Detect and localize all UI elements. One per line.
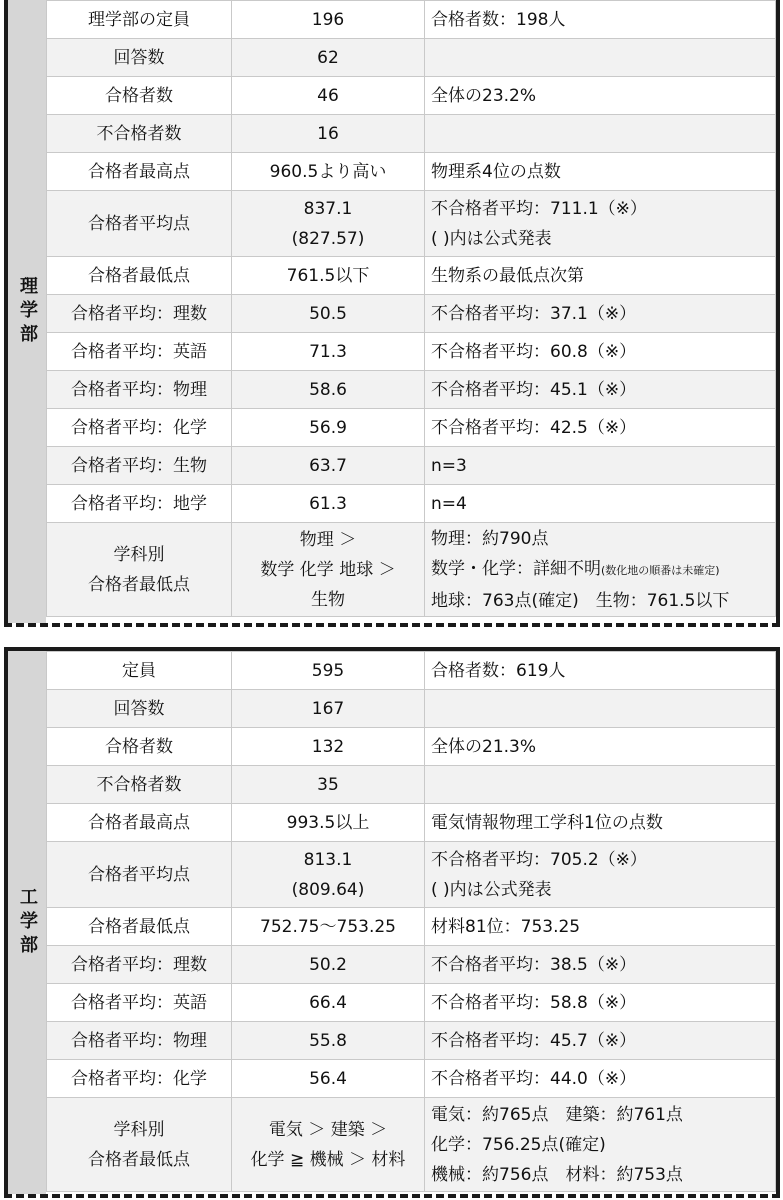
note-text: 不合格者平均：38.5（※）	[431, 954, 637, 975]
value-text: 生物	[311, 589, 345, 610]
value-text: 55.8	[309, 1030, 347, 1051]
row-label: 回答数	[113, 698, 165, 719]
row-label: 合格者平均：物理	[71, 1030, 207, 1051]
table-row	[47, 984, 776, 1022]
row-label: 合格者平均：生物	[71, 455, 207, 476]
note-text: 不合格者平均：37.1（※）	[431, 303, 637, 324]
note-cell	[425, 1098, 776, 1192]
note-cell	[425, 908, 776, 946]
note-text: 化学：756.25点(確定)	[431, 1134, 606, 1155]
row-label-cell	[47, 191, 232, 257]
section-title: 理学部	[17, 275, 38, 348]
table-row	[47, 371, 776, 409]
table-row	[47, 1, 776, 39]
note-text: n=3	[431, 455, 467, 476]
value-text: 761.5以下	[286, 265, 370, 286]
row-label-cell	[47, 333, 232, 371]
value-cell	[232, 371, 425, 409]
row-label: 合格者平均：英語	[71, 341, 207, 362]
note-cell	[425, 1, 776, 39]
value-cell	[232, 115, 425, 153]
note-cell	[425, 447, 776, 485]
value-cell	[232, 257, 425, 295]
value-text: 62	[317, 47, 339, 68]
row-label: 合格者平均：化学	[71, 1068, 207, 1089]
row-label-cell	[47, 1098, 232, 1192]
note-cell	[425, 295, 776, 333]
value-text: 電気 ＞ 建築 ＞	[268, 1119, 388, 1140]
value-text: 66.4	[309, 992, 347, 1013]
table-row	[47, 77, 776, 115]
value-text: 993.5以上	[286, 812, 370, 833]
table-row	[47, 523, 776, 617]
note-cell	[425, 1022, 776, 1060]
value-cell	[232, 295, 425, 333]
table-row	[47, 842, 776, 908]
table-row	[47, 153, 776, 191]
note-text: 合格者数：198人	[431, 9, 566, 30]
note-text: 物理系4位の点数	[431, 161, 561, 182]
note-cell	[425, 77, 776, 115]
value-cell	[232, 485, 425, 523]
value-text: 71.3	[309, 341, 347, 362]
note-text: 地球：763点(確定) 生物：761.5以下	[431, 590, 730, 611]
note-cell	[425, 409, 776, 447]
value-cell	[232, 77, 425, 115]
engineering-section	[4, 647, 780, 1198]
value-cell	[232, 1, 425, 39]
note-text: ( )内は公式発表	[431, 879, 552, 900]
value-text: 132	[311, 736, 345, 757]
table-row	[47, 333, 776, 371]
row-label-cell	[47, 984, 232, 1022]
value-text: (827.57)	[291, 228, 365, 249]
note-text: 不合格者平均：42.5（※）	[431, 417, 637, 438]
row-label: 合格者平均点	[88, 864, 190, 885]
row-label: 合格者最高点	[88, 161, 190, 182]
value-cell	[232, 842, 425, 908]
note-text: 不合格者平均：44.0（※）	[431, 1068, 637, 1089]
note-text: 不合格者平均：45.7（※）	[431, 1030, 637, 1051]
table-row	[47, 257, 776, 295]
row-label-cell	[47, 257, 232, 295]
note-text: 電気：約765点 建築：約761点	[431, 1104, 683, 1125]
value-text: 46	[317, 85, 339, 106]
row-label-cell	[47, 447, 232, 485]
value-cell	[232, 690, 425, 728]
table-row	[47, 39, 776, 77]
note-text: 不合格者平均：58.8（※）	[431, 992, 637, 1013]
note-text: n=4	[431, 493, 467, 514]
value-cell	[232, 447, 425, 485]
row-label-cell	[47, 908, 232, 946]
note-text: 不合格者平均：45.1（※）	[431, 379, 637, 400]
value-cell	[232, 652, 425, 690]
note-cell	[425, 1060, 776, 1098]
value-cell	[232, 728, 425, 766]
value-text: 196	[311, 9, 345, 30]
row-label: 合格者最低点	[88, 265, 190, 286]
row-label: 合格者平均：地学	[71, 493, 207, 514]
value-text: 58.6	[309, 379, 347, 400]
row-label: 合格者平均：理数	[71, 954, 207, 975]
row-label-cell	[47, 1, 232, 39]
value-cell	[232, 984, 425, 1022]
note-text: 全体の21.3%	[431, 736, 537, 757]
value-text: 56.9	[309, 417, 347, 438]
value-cell	[232, 766, 425, 804]
table-row	[47, 1022, 776, 1060]
note-text: 物理：約790点	[431, 528, 549, 549]
table-row	[47, 804, 776, 842]
table-row	[47, 295, 776, 333]
value-text: 50.5	[309, 303, 347, 324]
value-text: 50.2	[309, 954, 347, 975]
table-row	[47, 409, 776, 447]
row-label-cell	[47, 409, 232, 447]
value-cell	[232, 153, 425, 191]
row-label: 理学部の定員	[88, 9, 190, 30]
row-label-cell	[47, 39, 232, 77]
note-cell	[425, 842, 776, 908]
table-row	[47, 485, 776, 523]
value-text: 595	[311, 660, 345, 681]
engineering-table	[46, 651, 776, 1192]
row-label: 回答数	[113, 47, 165, 68]
table-row	[47, 766, 776, 804]
value-text: 167	[311, 698, 345, 719]
note-text: 不合格者平均：711.1（※）	[431, 198, 647, 219]
note-text: 全体の23.2%	[431, 85, 537, 106]
row-label-cell	[47, 1060, 232, 1098]
table-row	[47, 946, 776, 984]
note-cell	[425, 652, 776, 690]
value-cell	[232, 804, 425, 842]
note-text: ( )内は公式発表	[431, 228, 552, 249]
note-text: 電気情報物理工学科1位の点数	[431, 812, 663, 833]
row-label: 不合格者数	[96, 774, 182, 795]
note-cell	[425, 485, 776, 523]
row-label: 学科別	[113, 544, 165, 565]
value-text: 61.3	[309, 493, 347, 514]
row-label-cell	[47, 115, 232, 153]
value-text: 960.5より高い	[269, 161, 387, 182]
value-cell	[232, 908, 425, 946]
row-label-cell	[47, 804, 232, 842]
note-cell	[425, 153, 776, 191]
table-row	[47, 1098, 776, 1192]
row-label: 合格者平均点	[88, 213, 190, 234]
row-label-cell	[47, 652, 232, 690]
table-row	[47, 115, 776, 153]
row-label-cell	[47, 371, 232, 409]
row-label-cell	[47, 153, 232, 191]
note-cell	[425, 766, 776, 804]
table-row	[47, 728, 776, 766]
row-label: 合格者最低点	[88, 1149, 190, 1170]
section-side-label	[8, 0, 46, 623]
value-text: 化学 ≧ 機械 ＞ 材料	[250, 1149, 406, 1170]
note-cell	[425, 257, 776, 295]
table-row	[47, 652, 776, 690]
note-cell	[425, 39, 776, 77]
row-label-cell	[47, 485, 232, 523]
note-text: 不合格者平均：705.2（※）	[431, 849, 647, 870]
value-text: 813.1	[303, 849, 353, 870]
row-label: 学科別	[113, 1119, 165, 1140]
value-cell	[232, 946, 425, 984]
note-cell	[425, 804, 776, 842]
value-text: 63.7	[309, 455, 347, 476]
note-small-text: (数化地の順番は未確定)	[601, 563, 720, 577]
note-cell	[425, 333, 776, 371]
value-text: (809.64)	[291, 879, 365, 900]
section-title: 工学部	[17, 886, 38, 959]
value-text: 数学 化学 地球 ＞	[260, 559, 396, 580]
row-label: 合格者平均：化学	[71, 417, 207, 438]
value-text: 物理 ＞	[299, 529, 357, 550]
value-text: 16	[317, 123, 339, 144]
value-cell	[232, 523, 425, 617]
note-cell	[425, 115, 776, 153]
value-cell	[232, 191, 425, 257]
value-cell	[232, 1098, 425, 1192]
row-label: 合格者数	[105, 736, 173, 757]
row-label-cell	[47, 523, 232, 617]
row-label: 合格者最高点	[88, 812, 190, 833]
note-text: 生物系の最低点次第	[431, 265, 584, 286]
note-cell	[425, 191, 776, 257]
value-text: 752.75〜753.25	[260, 916, 396, 937]
table-row	[47, 191, 776, 257]
section-side-label	[8, 651, 46, 1194]
value-text: 56.4	[309, 1068, 347, 1089]
row-label: 合格者平均：物理	[71, 379, 207, 400]
row-label-cell	[47, 295, 232, 333]
note-cell	[425, 690, 776, 728]
table-row	[47, 1060, 776, 1098]
note-cell	[425, 728, 776, 766]
row-label-cell	[47, 766, 232, 804]
science-section	[4, 0, 780, 627]
row-label-cell	[47, 77, 232, 115]
row-label-cell	[47, 690, 232, 728]
row-label: 合格者最低点	[88, 574, 190, 595]
row-label: 合格者平均：理数	[71, 303, 207, 324]
value-text: 837.1	[303, 198, 353, 219]
note-text: 機械：約756点 材料：約753点	[431, 1164, 683, 1185]
note-cell	[425, 984, 776, 1022]
note-text: 不合格者平均：60.8（※）	[431, 341, 637, 362]
value-cell	[232, 409, 425, 447]
note-cell	[425, 523, 776, 617]
value-cell	[232, 39, 425, 77]
note-cell	[425, 371, 776, 409]
row-label: 不合格者数	[96, 123, 182, 144]
value-cell	[232, 1022, 425, 1060]
value-cell	[232, 333, 425, 371]
note-text: 材料81位：753.25	[431, 916, 581, 937]
table-row	[47, 690, 776, 728]
table-row	[47, 447, 776, 485]
row-label: 合格者最低点	[88, 916, 190, 937]
value-cell	[232, 1060, 425, 1098]
value-text: 35	[317, 774, 339, 795]
science-table	[46, 0, 776, 617]
row-label-cell	[47, 946, 232, 984]
row-label-cell	[47, 728, 232, 766]
row-label: 定員	[122, 660, 156, 681]
row-label-cell	[47, 842, 232, 908]
note-text: 数学・化学：詳細不明	[431, 558, 601, 579]
note-text: 合格者数：619人	[431, 660, 566, 681]
row-label: 合格者数	[105, 85, 173, 106]
note-cell	[425, 946, 776, 984]
row-label: 合格者平均：英語	[71, 992, 207, 1013]
table-row	[47, 908, 776, 946]
row-label-cell	[47, 1022, 232, 1060]
